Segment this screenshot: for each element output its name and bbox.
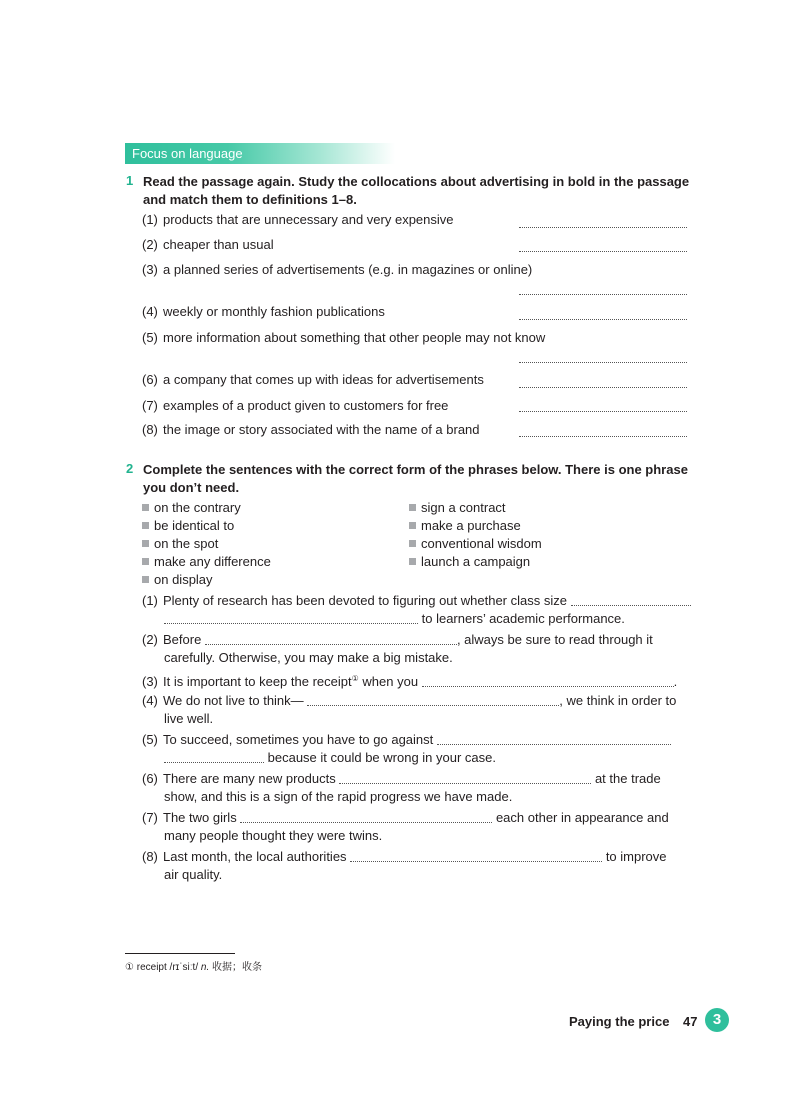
phrase-option: conventional wisdom — [409, 535, 542, 553]
phrase-option: launch a campaign — [409, 553, 530, 571]
phrase-option: make any difference — [142, 553, 271, 571]
sentence-8-cont: air quality. — [164, 867, 223, 882]
phrase-option: on display — [142, 571, 213, 589]
footnote-divider — [125, 953, 235, 954]
answer-blank[interactable] — [164, 611, 418, 624]
footer-title: Paying the price — [569, 1014, 670, 1029]
answer-blank[interactable] — [519, 411, 687, 412]
phrase-option: be identical to — [142, 517, 234, 535]
definition-item: (7) examples of a product given to customers for free — [142, 398, 449, 413]
question-2-instruction: Complete the sentences with the correct form of the phrases below. There is one phrase you don’t need. — [143, 462, 688, 495]
answer-blank[interactable] — [350, 849, 602, 862]
phrase-option: on the contrary — [142, 499, 241, 517]
answer-blank[interactable] — [240, 810, 492, 823]
footnote: ① receipt /rɪˈsiːt/ n. 收据；收条 — [125, 962, 263, 973]
page-number: 47 — [683, 1014, 698, 1029]
definition-item: (8) the image or story associated with the name of a brand — [142, 422, 480, 437]
answer-blank[interactable] — [519, 251, 687, 252]
definition-item: (6) a company that comes up with ideas for advertisements — [142, 372, 484, 387]
answer-blank[interactable] — [519, 294, 687, 295]
definition-item: (3) a planned series of advertisements (e.g. in magazines or online) — [142, 262, 533, 277]
definition-item: (5) more information about something that other people may not know — [142, 330, 546, 345]
phrase-option: sign a contract — [409, 499, 506, 517]
sentence-1-cont: to learners’ academic performance. — [164, 610, 625, 628]
answer-blank[interactable] — [339, 771, 591, 784]
definition-item: (4) weekly or monthly fashion publications — [142, 304, 385, 319]
phrase-option: make a purchase — [409, 517, 521, 535]
section-banner — [125, 143, 395, 164]
sentence-2-cont: carefully. Otherwise, you may make a big mistake. — [164, 650, 453, 665]
question-1-number: 1 — [126, 173, 134, 188]
answer-blank[interactable] — [519, 227, 687, 228]
sentence-6-cont: show, and this is a sign of the rapid progress we have made. — [164, 789, 513, 804]
answer-blank[interactable] — [519, 387, 687, 388]
footnote-marker: ① — [351, 674, 359, 683]
answer-blank[interactable] — [164, 750, 264, 763]
sentence-3: (3) It is important to keep the receipt① when you . — [142, 674, 678, 689]
answer-blank[interactable] — [571, 593, 691, 606]
unit-badge: 3 — [705, 1008, 729, 1032]
phrase-option: on the spot — [142, 535, 218, 553]
sentence-2: (2) Before , always be sure to read through it — [142, 632, 653, 647]
answer-blank[interactable] — [519, 362, 687, 363]
sentence-4: (4) We do not live to think— , we think in order to — [142, 693, 677, 708]
sentence-8: (8) Last month, the local authorities to improve — [142, 849, 667, 864]
answer-blank[interactable] — [519, 436, 687, 437]
definition-item: (2) cheaper than usual — [142, 237, 274, 252]
answer-blank[interactable] — [205, 632, 457, 645]
answer-blank[interactable] — [519, 319, 687, 320]
sentence-1: (1) Plenty of research has been devoted to figuring out whether class size — [142, 592, 691, 610]
sentence-5: (5) To succeed, sometimes you have to go against — [142, 731, 671, 749]
sentence-6: (6) There are many new products at the trade — [142, 771, 661, 786]
answer-blank[interactable] — [307, 693, 559, 706]
question-1-instruction: Read the passage again. Study the collocations about advertising in bold in the passage and match them to definitions 1–8. — [143, 174, 690, 207]
section-title: Focus on language — [132, 146, 243, 161]
sentence-5-cont: because it could be wrong in your case. — [164, 749, 496, 767]
answer-blank[interactable] — [422, 674, 674, 687]
sentence-4-cont: live well. — [164, 711, 214, 726]
sentence-7-cont: many people thought they were twins. — [164, 828, 383, 843]
answer-blank[interactable] — [437, 732, 671, 745]
definition-item: (1) products that are unnecessary and very expensive — [142, 212, 454, 227]
question-2-number: 2 — [126, 461, 134, 476]
sentence-7: (7) The two girls each other in appearance and — [142, 810, 669, 825]
